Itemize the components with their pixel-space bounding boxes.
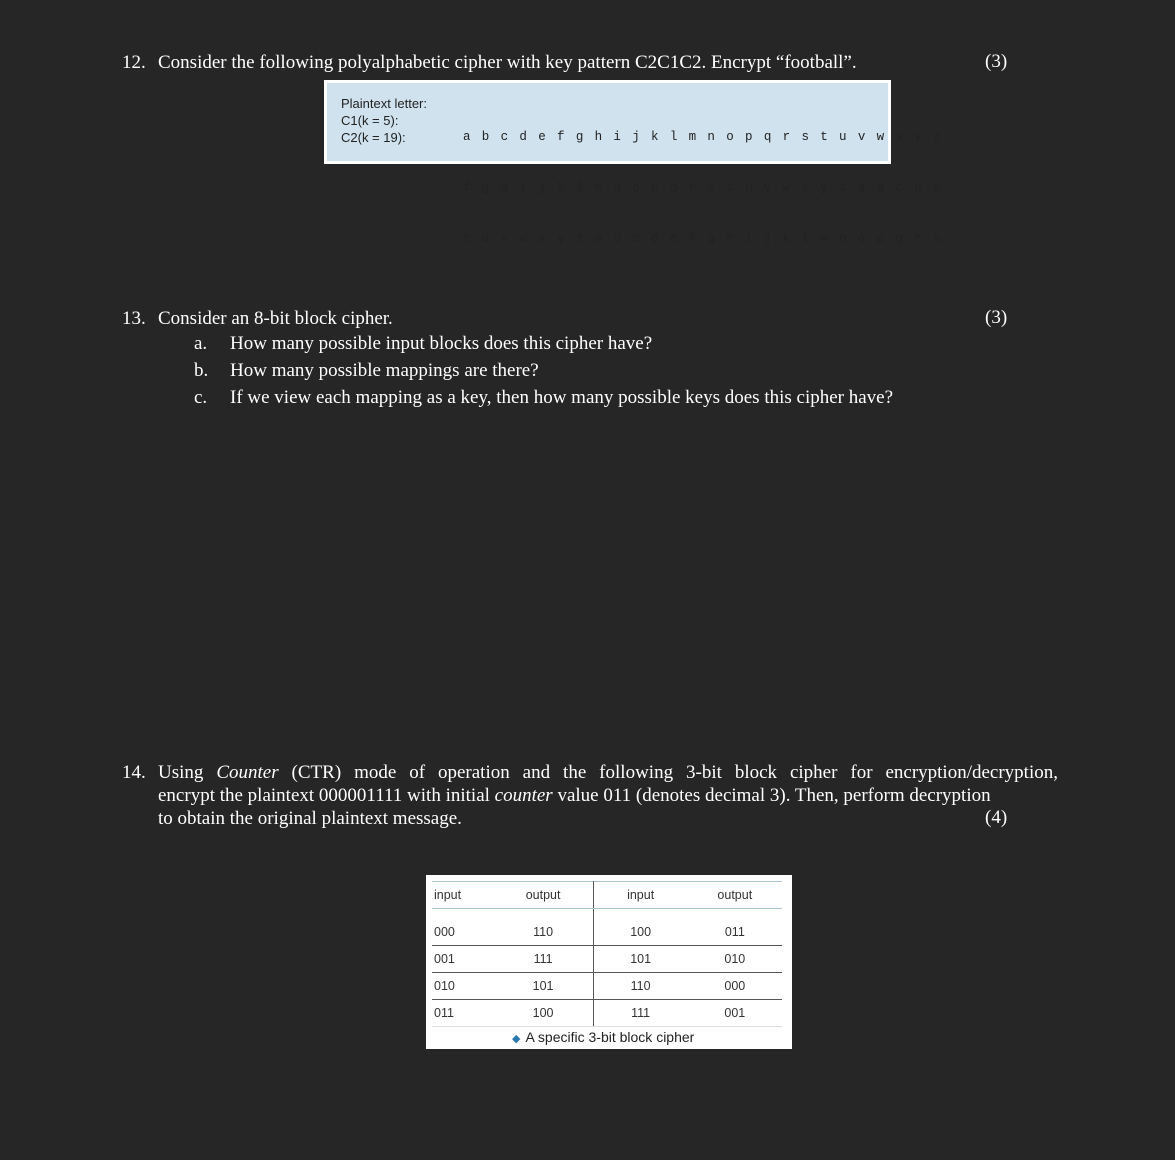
table-cell: 000 (688, 973, 782, 1000)
block-cipher-caption (512, 1029, 694, 1045)
part-letter: c. (194, 387, 208, 408)
question-12-text: Consider the following polyalphabetic cipher with key pattern C2C1C2. Encrypt “football”. (158, 52, 857, 73)
text-run: (CTR) mode of operation and the following 3-bit block cipher for encryption/decryption, (278, 762, 1058, 783)
question-14-number: 14. (122, 762, 146, 783)
table-header-row (432, 882, 782, 909)
part-letter: a. (194, 333, 208, 354)
table-row (432, 946, 782, 973)
table-row (432, 973, 782, 1000)
question-14-line-1 (158, 761, 1058, 785)
table-cell: 001 (688, 1000, 782, 1027)
table-cell: 101 (494, 973, 594, 1000)
table-cell: 111 (494, 946, 594, 973)
c1-label: C1(k = 5): (341, 113, 399, 128)
cipher-table-rows (463, 95, 942, 282)
text-run: encrypt the plaintext 000001111 with initial (158, 785, 495, 806)
table-cell: 000 (432, 919, 494, 946)
block-cipher-table-image (426, 875, 792, 1049)
question-12-number: 12. (122, 52, 146, 73)
text-run-italic: counter (494, 785, 553, 806)
question-14-marks: (4) (985, 807, 1008, 828)
question-13-number: 13. (122, 308, 146, 329)
c2-row: t u v w x y z a b c d e f g h i j k l m n o p q r s (463, 232, 943, 246)
cipher-table-labels (341, 95, 427, 146)
header-input: input (432, 882, 494, 909)
text-run-italic: Counter (216, 762, 279, 783)
table-cell: 111 (593, 1000, 687, 1027)
table-cell: 011 (688, 919, 782, 946)
table-row (432, 919, 782, 946)
c2-label: C2(k = 19): (341, 130, 406, 145)
table-cell: 001 (432, 946, 494, 973)
table-row (432, 1000, 782, 1027)
header-output: output (494, 882, 594, 909)
question-14-line-3: to obtain the original plaintext message. (158, 808, 462, 829)
header-input: input (593, 882, 687, 909)
table-cell: 110 (593, 973, 687, 1000)
table-cell: 100 (593, 919, 687, 946)
question-13-marks: (3) (985, 307, 1008, 328)
cipher-table-image (324, 80, 943, 246)
block-cipher-table (432, 881, 782, 1027)
part-text: How many possible input blocks does this cipher have? (230, 333, 653, 354)
text-run: Using (158, 762, 217, 783)
question-12-marks: (3) (985, 51, 1008, 72)
table-cell: 010 (688, 946, 782, 973)
header-output: output (688, 882, 782, 909)
table-cell: 011 (432, 1000, 494, 1027)
plaintext-label: Plaintext letter: (341, 96, 427, 111)
question-13-text: Consider an 8-bit block cipher. (158, 308, 393, 329)
table-cell: 101 (593, 946, 687, 973)
c1-row: f g h i j k l m n o p q r s t u v w x y z a b c d e (463, 181, 943, 195)
caption-text: A specific 3-bit block cipher (525, 1029, 695, 1045)
table-cell: 100 (494, 1000, 594, 1027)
part-text: If we view each mapping as a key, then how many possible keys does this cipher have? (230, 387, 894, 408)
table-cell: 110 (494, 919, 594, 946)
part-letter: b. (194, 360, 209, 381)
table-cell: 010 (432, 973, 494, 1000)
part-text: How many possible mappings are there? (230, 360, 539, 381)
text-run: value 011 (denotes decimal 3). Then, perform decryption (552, 785, 991, 806)
plaintext-row: a b c d e f g h i j k l m n o p q r s t u v w x y z (463, 130, 943, 144)
diamond-bullet-icon: ◆ (512, 1033, 521, 1045)
question-14-line-2 (158, 784, 991, 808)
